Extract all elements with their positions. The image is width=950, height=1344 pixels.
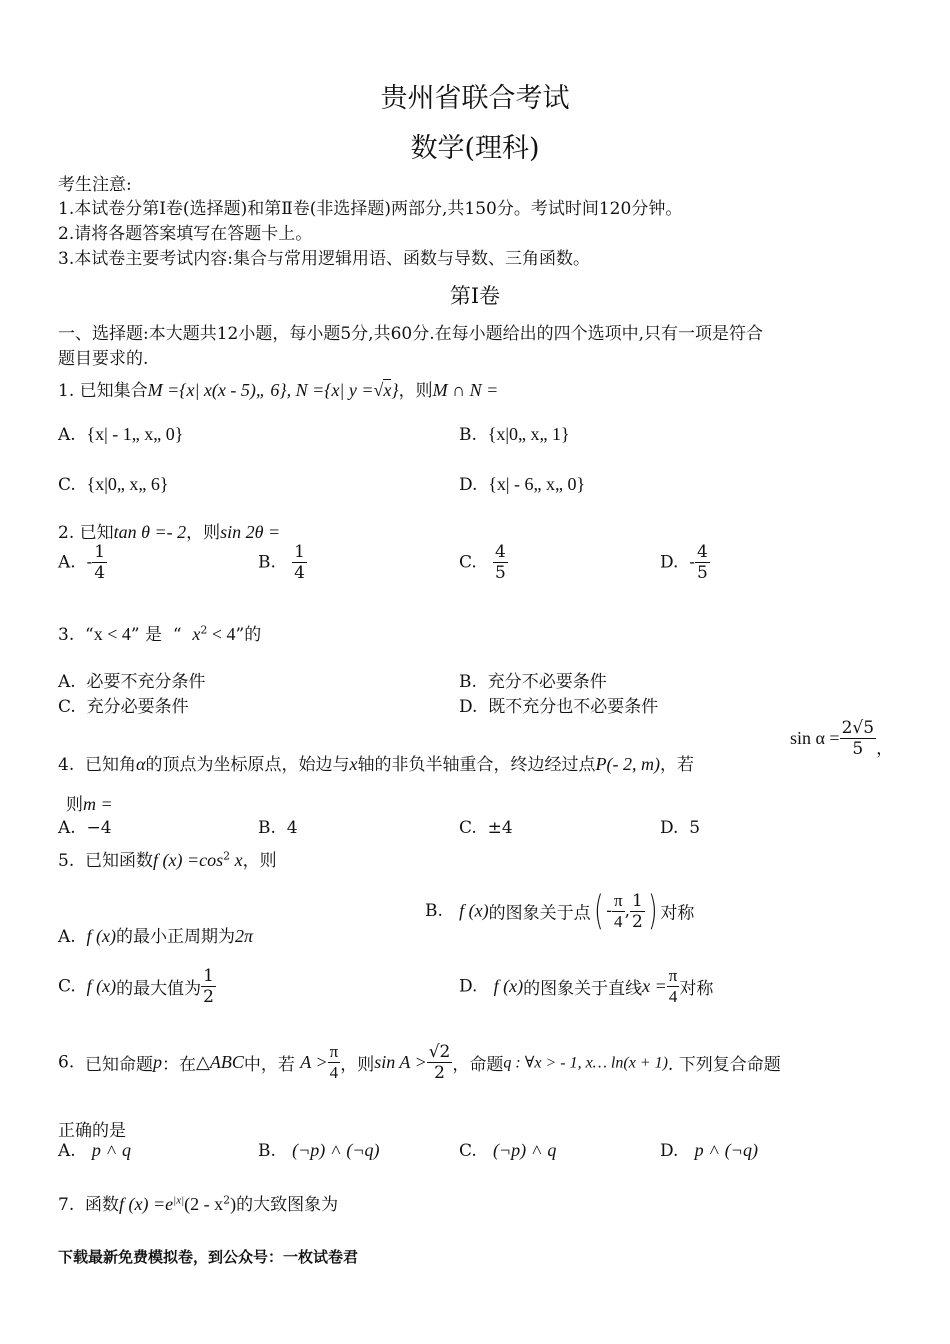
option-b[interactable]: B. 充分不必要条件 [459,672,607,692]
footer-note: 下载最新免费模拟卷，到公众号：一枚试卷君 [58,1248,359,1266]
option-a[interactable]: A. {x| - 1„ x„ 0} [58,424,184,445]
option-a[interactable]: A. −4 [58,818,112,838]
option-d[interactable]: D. p ˄ (¬q) [660,1140,758,1161]
right-paren-icon: ) [647,888,658,934]
option-b[interactable]: B. {x|0„ x„ 1} [459,424,570,445]
option-d[interactable]: D. {x| - 6„ x„ 0} [459,474,586,495]
sqrt-sign-icon: √ [373,380,384,400]
notice-heading: 考生注意: [58,175,132,195]
section-instruction: 一、选择题:本大题共12小题，每小题5分,共60分.在每小题给出的四个选项中,只有一项是符合 [58,324,764,344]
question-3: 3. “x < 4” 是 “ $x^2 < 4$”的 [58,623,262,645]
option-d[interactable]: D. 5 [660,818,701,838]
option-d[interactable]: D. - $\frac{4}{5}$ [660,542,708,583]
sine-condition: sin α = $\frac{2√5}{5}$ ， [790,718,894,759]
option-b[interactable]: B. (¬p) ˄ (¬q) [258,1140,380,1161]
question-number: 1. [58,381,75,401]
option-c[interactable]: C. ±4 [459,818,513,838]
sqrt-expression: √x [373,380,392,400]
option-a[interactable]: A. - $\frac{1}{4}$ [58,542,106,583]
option-a[interactable]: A. p ˄ q [58,1140,132,1161]
left-paren-icon: ( [593,888,604,934]
option-b[interactable]: B. 4 [258,818,298,838]
question-stem: 已知集合 [79,381,148,401]
option-d[interactable]: D. f (x)的图象关于直线x = $\frac{\pi}{4}$ 对称 [459,966,714,1006]
set-expression: M ={x| x(x - 5)„ 6}, N ={x| y = [147,380,374,400]
notice-item-3: 3.本试卷主要考试内容:集合与常用逻辑用语、函数与导数、三角函数。 [58,249,590,269]
question-6: 6. 已知命题p：在△ABC中，若 A > $\frac{\pi}{4}$ ，则sin A > $\frac{√2}{2}$ ，命题q : ∀x > - 1, x… ln(x + 1). 下列复合命题 [58,1042,781,1083]
section-instruction-cont: 题目要求的. [58,349,149,369]
question-ask: M ∩ N = [432,380,499,400]
question-4: 4. 已知角α的顶点为坐标原点，始边与x轴的非负半轴重合，终边经过点P(- 2, m)，若 [58,754,694,775]
option-a[interactable]: A. 必要不充分条件 [58,672,206,692]
notice-item-2: 2.请将各题答案填写在答题卡上。 [58,224,313,244]
option-c[interactable]: C. $\frac{4}{5}$ [459,542,506,583]
option-d[interactable]: D. 既不充分也不必要条件 [459,697,659,717]
option-c[interactable]: C. 充分必要条件 [58,697,189,717]
question-1: 1. 已知集合M ={x| x(x - 5)„ 6}, N ={x| y =√x}，则M ∩ N = [58,380,499,401]
page-subtitle: 数学(理科) [410,133,540,164]
question-4-cont: 则m = [66,794,113,815]
page-title: 贵州省联合考试 [380,83,570,114]
option-c[interactable]: C. f (x)的最大值为 $\frac{1}{2}$ [58,966,214,1007]
option-b[interactable]: B. f (x)的图象关于点( - $\frac{\pi}{4}$ , $\frac{1}{2}$ ) 对称 [425,888,695,934]
option-c[interactable]: C. (¬p) ˄ q [459,1140,557,1161]
question-7: 7. 函数f $(x) =e^{|x|}(2 - x^2)$的大致图象为 [58,1193,339,1215]
option-a[interactable]: A. f (x)的最小正周期为2π [58,926,254,947]
question-2: 2. 已知tan θ =- 2，则sin 2θ = [58,522,281,543]
question-6-cont: 正确的是 [58,1121,126,1141]
notice-item-1: 1.本试卷分第Ⅰ卷(选择题)和第Ⅱ卷(非选择题)两部分,共150分。考试时间120分钟。 [58,199,683,219]
option-b[interactable]: B. $\frac{1}{4}$ [258,542,305,583]
section-title: 第Ⅰ卷 [449,284,501,308]
option-c[interactable]: C. {x|0„ x„ 6} [58,474,169,495]
question-5: 5. 已知函数f $(x) =\cos^2$ x，则 [58,849,277,871]
